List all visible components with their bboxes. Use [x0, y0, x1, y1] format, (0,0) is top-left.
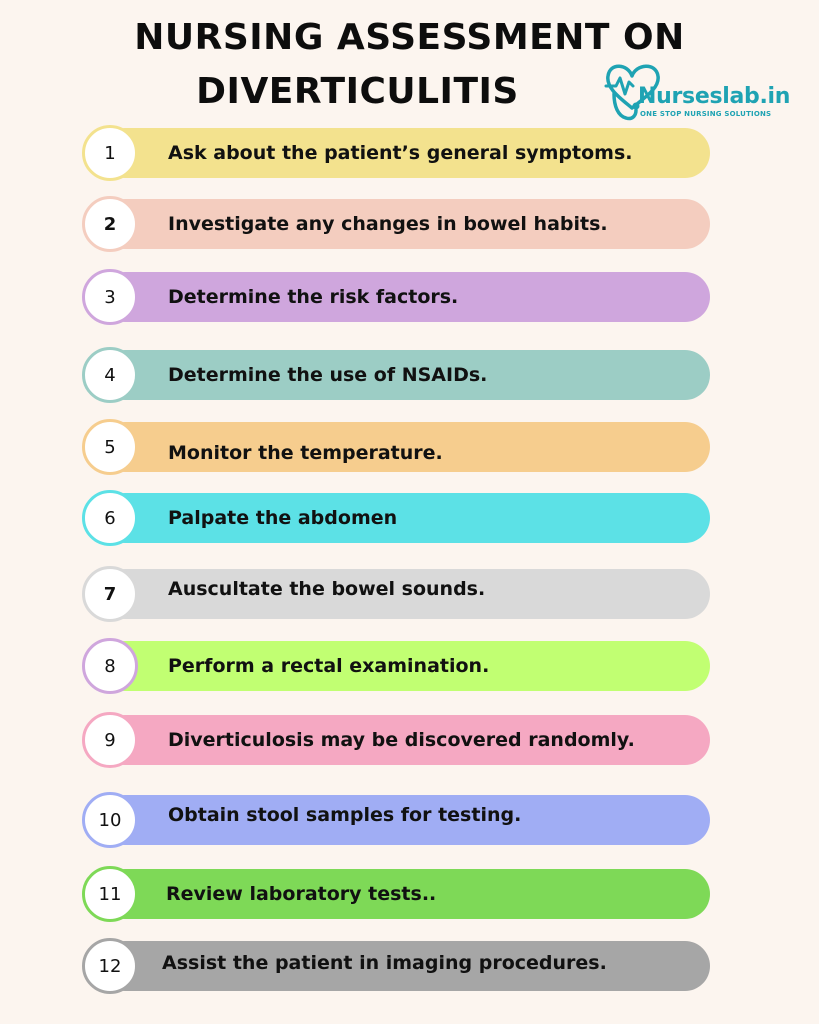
list-item: [82, 419, 710, 475]
list-item: [82, 938, 710, 994]
item-number-badge: [82, 419, 138, 475]
item-number-badge: [82, 566, 138, 622]
logo-name: Nurseslab.in: [638, 84, 791, 109]
item-number-badge: [82, 125, 138, 181]
item-number-badge: [82, 938, 138, 994]
item-text: Monitor the temperature.: [168, 442, 443, 464]
list-item: [82, 347, 710, 403]
item-number-badge: [82, 196, 138, 252]
item-text: Obtain stool samples for testing.: [168, 804, 522, 826]
item-text: Perform a rectal examination.: [168, 655, 490, 677]
item-number: 4: [104, 364, 116, 386]
page-title-line-2: DIVERTICULITIS: [196, 71, 519, 112]
list-item: [82, 866, 710, 922]
item-text: Assist the patient in imaging procedures.: [162, 952, 607, 974]
list-item: [82, 269, 710, 325]
item-text: Investigate any changes in bowel habits.: [168, 213, 608, 235]
item-number: 11: [98, 883, 122, 905]
item-text: Determine the risk factors.: [168, 286, 459, 308]
item-number: 8: [104, 655, 116, 677]
item-number-badge: [82, 490, 138, 546]
item-number: 12: [98, 955, 122, 977]
item-number-badge: [82, 866, 138, 922]
list-item: [82, 638, 710, 694]
item-text: Palpate the abdomen: [168, 507, 398, 529]
item-number: 6: [104, 507, 116, 529]
item-number: 5: [104, 436, 116, 458]
list-item: [82, 490, 710, 546]
item-number: 3: [104, 286, 116, 308]
item-number: 2: [103, 213, 117, 235]
item-number: 10: [98, 809, 122, 831]
list-item: [82, 125, 710, 181]
item-number-badge: [82, 347, 138, 403]
list-item: [82, 566, 710, 622]
item-text: Auscultate the bowel sounds.: [168, 578, 486, 600]
item-number-badge: [82, 712, 138, 768]
list-item: [82, 792, 710, 848]
nurseslab-logo: [602, 58, 802, 128]
item-number: 9: [104, 729, 116, 751]
item-number-badge: [82, 269, 138, 325]
item-text: Determine the use of NSAIDs.: [168, 364, 488, 386]
item-number: 1: [104, 142, 116, 164]
item-text: Diverticulosis may be discovered randomly.: [168, 729, 635, 751]
list-item: [82, 196, 710, 252]
item-number-badge: [82, 638, 138, 694]
item-text: Ask about the patient’s general symptoms.: [168, 142, 633, 164]
list-item: [82, 712, 710, 768]
logo-tagline: ONE STOP NURSING SOLUTIONS: [640, 110, 772, 118]
item-text: Review laboratory tests..: [166, 883, 437, 905]
item-number-badge: [82, 792, 138, 848]
item-number: 7: [103, 583, 117, 605]
page-title-line-1: NURSING ASSESSMENT ON: [134, 17, 685, 58]
